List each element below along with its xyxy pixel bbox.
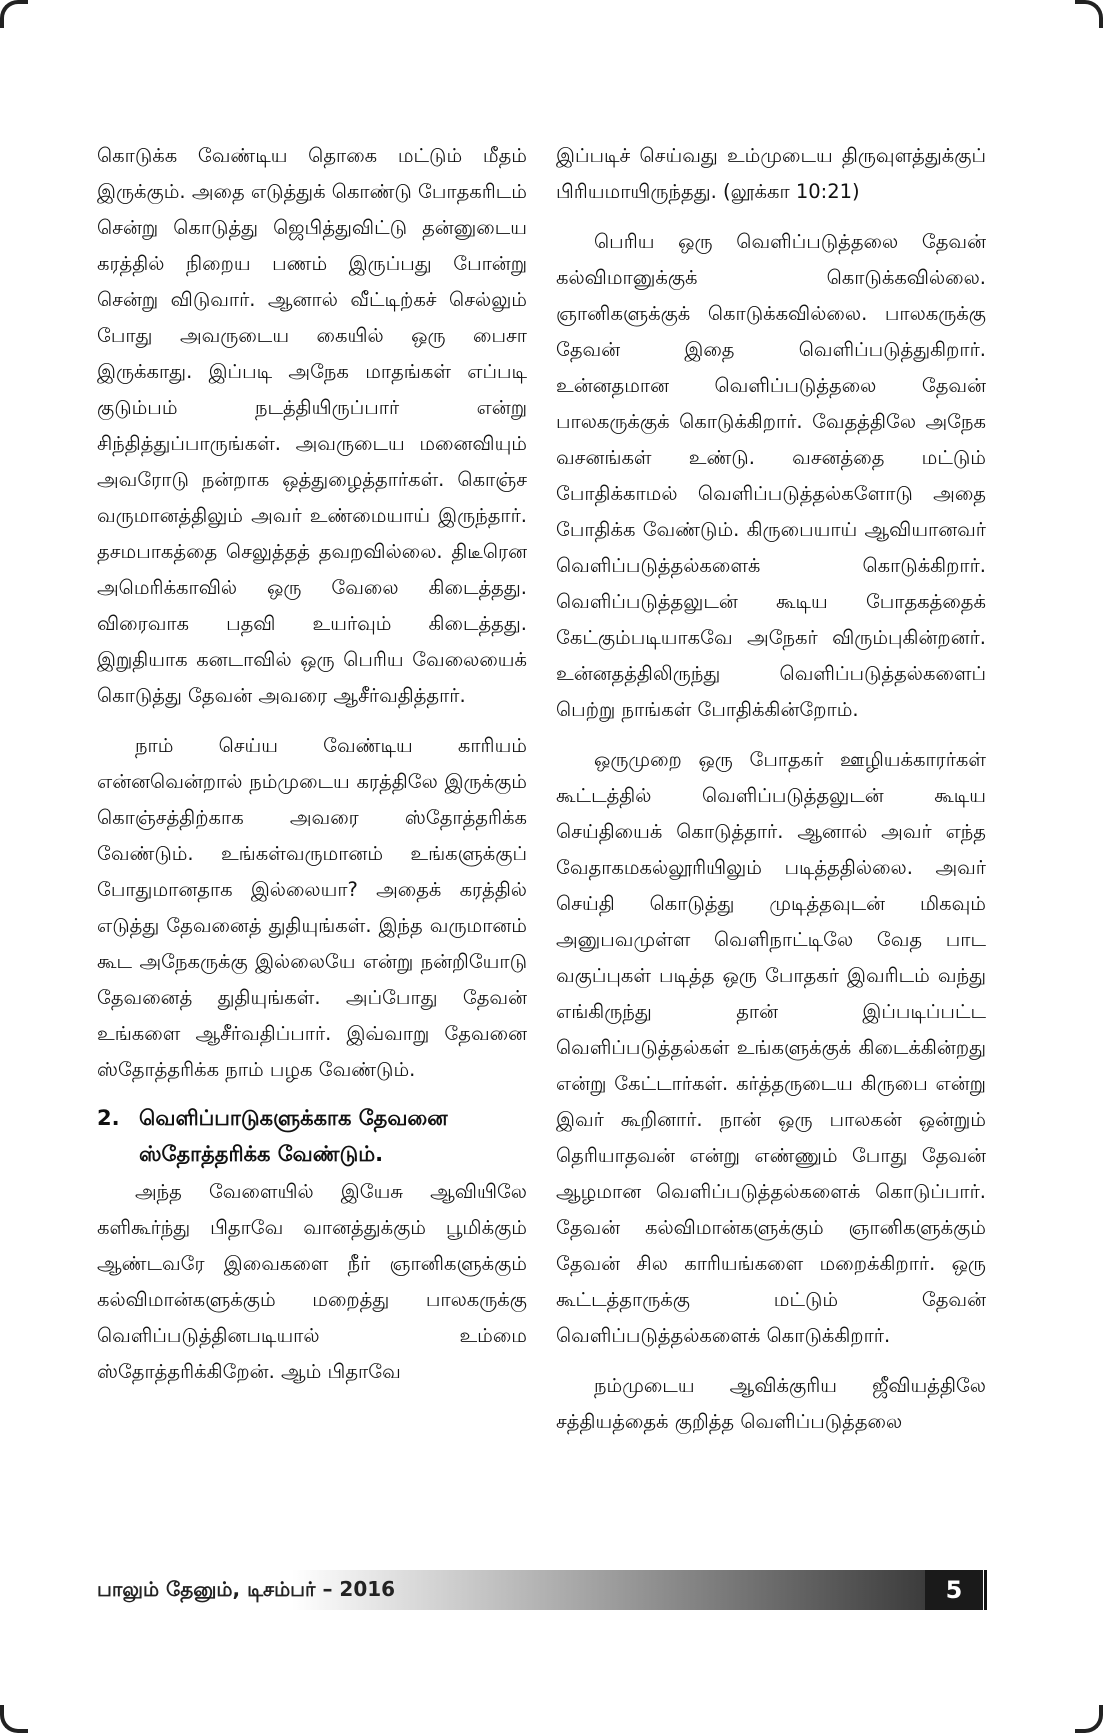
paragraph: ஒருமுறை ஒரு போதகர் ஊழியக்காரர்கள் கூட்டத்தில் வெளிப்படுத்தலுடன் கூடிய செய்தியைக் கொடுத்தார். ஆனால் அவர் எந்த வேதாகமகல்லூரியிலும் படித்ததில்லை. அவர் செய்தி கொடுத்து முடித்தவுடன் மிகவும் அனுபவமுள்ள வெளிநாட்டிலே வேத பாட வகுப்புகள் படித்த ஒரு போதகர் இவரிடம் வந்து எங்கிருந்து தான் இப்படிப்பட்ட வெளிப்படுத்தல்கள் உங்களுக்குக் கிடைக்கின்றது என்று கேட்டார்கள். கர்த்தருடைய கிருபை என்று இவர் கூறினார். நான் ஒரு பாலகன் ஒன்றும் தெரியாதவன் என்று எண்ணும் போது தேவன் ஆழமான வெளிப்படுத்தல்களைக் கொடுப்பார். தேவன் கல்விமான்களுக்கும் ஞானிகளுக்கும் தேவன் சில காரியங்களை மறைக்கிறார். ஒரு கூட்டத்தாருக்கு மட்டும் தேவன் வெளிப்படுத்தல்களைக் கொடுக்கிறார். xyxy=(556,748,986,1347)
section-heading xyxy=(97,1100,527,1172)
corner-mark-top-left xyxy=(0,0,28,28)
left-column xyxy=(97,138,527,1390)
paragraph: கொடுக்க வேண்டிய தொகை மட்டும் மீதம் இருக்கும். அதை எடுத்துக் கொண்டு போதகரிடம் சென்று கொடுத்து ஜெபித்துவிட்டு தன்னுடைய கரத்தில் நிறைய பணம் இருப்பது போன்று சென்று விடுவார். ஆனால் வீட்டிற்கச் செல்லும் போது அவருடைய கையில் ஒரு பைசா இருக்காது. இப்படி அநேக மாதங்கள் எப்படி குடும்பம் நடத்தியிருப்பார் என்று சிந்தித்துப்பாருங்கள். அவருடைய மனைவியும் அவரோடு நன்றாக ஒத்துழைத்தார்கள். கொஞ்ச வருமானத்திலும் அவர் உண்மையாய் இருந்தார். தசமபாகத்தை செலுத்தத் தவறவில்லை. திடீரென அமெரிக்காவில் ஒரு வேலை கிடைத்தது. விரைவாக பதவி உயர்வும் கிடைத்தது. இறுதியாக கனடாவில் ஒரு பெரிய வேலையைக் கொடுத்து தேவன் அவரை ஆசீர்வதித்தார். xyxy=(97,144,527,707)
corner-mark-top-right xyxy=(1075,0,1103,28)
paragraph: இப்படிச் செய்வது உம்முடைய திருவுளத்துக்குப் பிரியமாயிருந்தது. (லூக்கா 10:21) xyxy=(556,144,986,203)
right-column xyxy=(556,138,986,1440)
journal-title: பாலும் தேனும், டிசம்பர் – 2016 xyxy=(97,1576,396,1601)
paragraph: பெரிய ஒரு வெளிப்படுத்தலை தேவன் கல்விமானுக்குக் கொடுக்கவில்லை. ஞானிகளுக்குக் கொடுக்கவில்லை. பாலகருக்கு தேவன் இதை வெளிப்படுத்துகிறார். உன்னதமான வெளிப்படுத்தலை தேவன் பாலகருக்குக் கொடுக்கிறார். வேதத்திலே அநேக வசனங்கள் உண்டு. வசனத்தை மட்டும் போதிக்காமல் வெளிப்படுத்தல்களோடு அதை போதிக்க வேண்டும். கிருபையாய் ஆவியானவர் வெளிப்படுத்தல்களைக் கொடுக்கிறார். வெளிப்படுத்தலுடன் கூடிய போதகத்தைக் கேட்கும்படியாகவே அநேகர் விரும்புகின்றனர். உன்னதத்திலிருந்து வெளிப்படுத்தல்களைப் பெற்று நாங்கள் போதிக்கின்றோம். xyxy=(556,230,986,721)
page-number-bar xyxy=(984,1570,987,1610)
corner-mark-bottom-left xyxy=(0,1705,28,1733)
page-footer xyxy=(97,1570,983,1610)
corner-mark-bottom-right xyxy=(1075,1705,1103,1733)
page-number: 5 xyxy=(925,1570,983,1610)
paragraph: நம்முடைய ஆவிக்குரிய ஜீவியத்திலே சத்தியத்தைக் குறித்த வெளிப்படுத்தலை xyxy=(556,1374,986,1433)
section-title: வெளிப்பாடுகளுக்காக தேவனை ஸ்தோத்தரிக்க வேண்டும். xyxy=(139,1106,448,1166)
paragraph: நாம் செய்ய வேண்டிய காரியம் என்னவென்றால் நம்முடைய கரத்திலே இருக்கும் கொஞ்சத்திற்காக அவரை ஸ்தோத்தரிக்க வேண்டும். உங்கள்வருமானம் உங்களுக்குப் போதுமானதாக இல்லையா? அதைக் கரத்தில் எடுத்து தேவனைத் துதியுங்கள். இந்த வருமானம் கூட அநேகருக்கு இல்லையே என்று நன்றியோடு தேவனைத் துதியுங்கள். அப்போது தேவன் உங்களை ஆசீர்வதிப்பார். இவ்வாறு தேவனை ஸ்தோத்தரிக்க நாம் பழக வேண்டும். xyxy=(97,734,527,1081)
section-number: 2. xyxy=(97,1106,120,1130)
paragraph: அந்த வேளையில் இயேசு ஆவியிலே களிகூர்ந்து பிதாவே வானத்துக்கும் பூமிக்கும் ஆண்டவரே இவைகளை நீர் ஞானிகளுக்கும் கல்விமான்களுக்கும் மறைத்து பாலகருக்கு வெளிப்படுத்தினபடியால் உம்மை ஸ்தோத்தரிக்கிறேன். ஆம் பிதாவே xyxy=(97,1180,527,1383)
